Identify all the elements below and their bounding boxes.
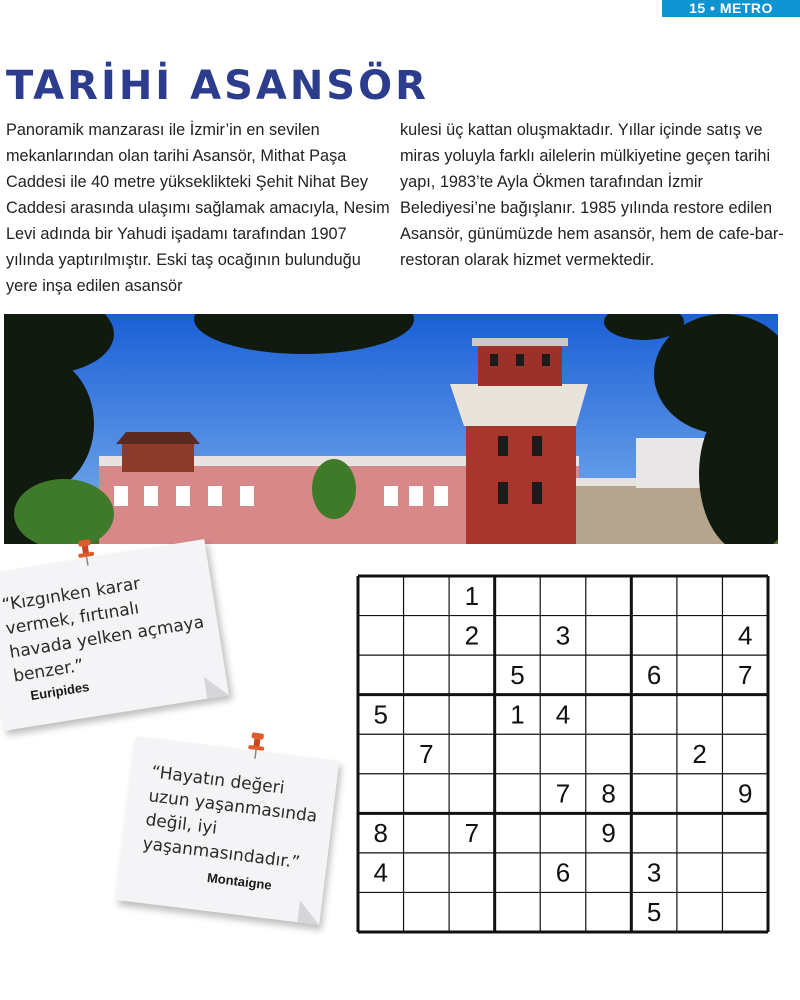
sudoku-cell-value: 3 [646,857,662,888]
sudoku-cell-value: 1 [510,699,525,730]
sudoku-cell-value: 6 [646,659,662,690]
sudoku-cell-value: 8 [601,778,616,809]
sudoku-cell-value: 4 [555,699,571,730]
sudoku-cell-value: 7 [737,659,753,690]
sudoku-cell-value: 5 [373,699,389,730]
sudoku-cell-value: 1 [464,580,480,611]
sudoku-cell-value: 7 [419,739,434,769]
sudoku-cell-value: 5 [510,659,525,690]
pushpin-icon [75,539,97,567]
sudoku-cell-value: 7 [555,778,571,809]
quote-note-montaigne [116,736,340,925]
page-number-label: 15 • METRO [662,0,800,17]
article-text-right: kulesi üç kattan oluşmaktadır. Yıllar içinde satış ve miras yoluyla farklı ailelerin mülkiyetine geçen tarihi yapı, 1983’te Ayla Ökmen tarafından İzmir Belediyesi’ne bağışlanır. 1985 yılında restore edilen Asansör, günümüzde hem asansör, hem de cafe-bar-restoran olarak hizmet vermektedir. [400,121,784,269]
article-title: TARİHİ ASANSÖR [6,63,429,109]
quote-text: “Kızgınken karar vermek, fırtınalı havada yelken açmaya benzer.” [0,573,206,687]
pushpin-icon [246,732,267,760]
sudoku-cell-value: 4 [737,620,753,651]
sudoku-cell-value: 4 [373,857,389,888]
sudoku-cell-value: 9 [601,818,616,849]
article-text-left: Panoramik manzarası ile İzmir’in en sevilen mekanlarından olan tarihi Asansör, Mithat Paşa Caddesi ile 40 metre yükseklikteki Şehit Nihat Bey Caddesi arasında ulaşımı sağlamak amacıyla, Nesim Levi adında bir Yahudi işadamı tarafından 1907 yılında yaptırılmıştır. Eski taş ocağının bulunduğu yere inşa edilen asansör [6,121,390,295]
sudoku-cell-value: 5 [646,897,662,928]
quote-note-euripides [0,539,229,731]
sudoku-cell-value: 7 [464,818,480,849]
sudoku-cell-value: 9 [737,778,753,809]
sudoku-cell-value: 6 [555,857,571,888]
quote-author: Montaigne [206,869,273,893]
page-curl [204,673,229,698]
sudoku-cell-value: 3 [555,620,571,651]
sudoku-cell-value: 2 [464,620,480,651]
sudoku-cell-value: 2 [692,739,707,769]
quote-text: “Hayatın değeri uzun yaşanmasında değil, iyi yaşanmasındadır.” [141,762,319,873]
sudoku-grid [356,574,770,934]
page-curl [297,900,322,925]
sudoku-cell-value: 8 [373,818,389,849]
asansor-photo [4,314,778,544]
quote-author: Euripides [29,679,91,704]
